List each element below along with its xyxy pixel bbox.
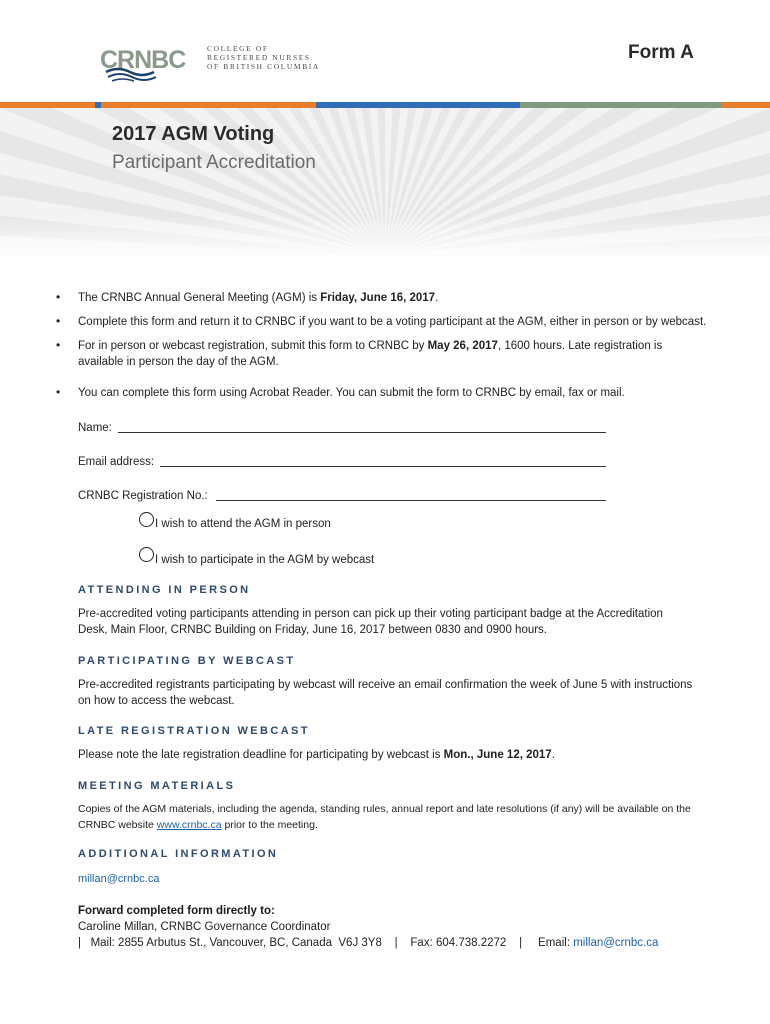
heading-late-registration: LATE REGISTRATION WEBCAST: [78, 725, 310, 737]
page-subtitle: Participant Accreditation: [112, 152, 316, 173]
org-name: [207, 44, 320, 71]
heading-attending-in-person: ATTENDING IN PERSON: [78, 584, 251, 596]
heading-meeting-materials: MEETING MATERIALS: [78, 780, 236, 792]
registration-label: CRNBC Registration No.:: [78, 490, 208, 502]
heading-additional-information: ADDITIONAL INFORMATION: [78, 848, 279, 860]
additional-email-link[interactable]: millan@crnbc.ca: [78, 873, 160, 885]
name-field[interactable]: [118, 432, 606, 433]
bullet-acrobat: You can complete this form using Acrobat Reader. You can submit the form to CRNBC by email, fax or mail.: [78, 387, 625, 399]
email-label: Email address:: [78, 456, 155, 468]
crnbc-logo: [100, 44, 188, 84]
org-name-line-1: COLLEGE OF: [207, 44, 269, 53]
bullet-complete-form: Complete this form and return it to CRNBC if you want to be a voting participant at the AGM, either in person or by webcast.: [78, 316, 707, 328]
radio-webcast[interactable]: [139, 547, 154, 562]
bullet-agm-date: The CRNBC Annual General Meeting (AGM) is Friday, June 16, 2017.: [78, 292, 439, 304]
logo-wordmark: CRNBC: [100, 46, 186, 74]
bullet-marker: •: [56, 385, 61, 399]
bullet-registration-deadline: For in person or webcast registration, submit this form to CRNBC by May 26, 2017, 1600 hours. Late registration is available in person the day of the AGM.: [78, 340, 663, 368]
webcast-text: Pre-accredited registrants participating by webcast will receive an email confirmation the week of June 5 with instructions on how to access the webcast.: [78, 679, 693, 707]
website-link[interactable]: www.crnbc.ca: [156, 819, 222, 831]
contact-name: Caroline Millan, CRNBC Governance Coordinator: [78, 921, 331, 933]
option-webcast-label: I wish to participate in the AGM by webcast: [155, 554, 375, 566]
attending-text: Pre-accredited voting participants attending in person can pick up their voting participant badge at the Accreditation Desk, Main Floor, CRNBC Building on Friday, June 16, 2017 between 0830 and 0900 hours.: [78, 608, 663, 636]
contact-email-link[interactable]: millan@crnbc.ca: [573, 937, 659, 949]
org-name-line-2: REGISTERED NURSES: [207, 53, 311, 62]
materials-text: Copies of the AGM materials, including the agenda, standing rules, annual report and late resolutions (if any) will be available on the CRNBC website www.crnbc.ca prior to the meeting.: [78, 803, 691, 831]
radio-in-person[interactable]: [139, 512, 154, 527]
email-field[interactable]: [160, 466, 606, 467]
page-title: 2017 AGM Voting: [112, 123, 275, 145]
org-name-line-3: OF BRITISH COLUMBIA: [207, 62, 320, 71]
registration-field[interactable]: [216, 500, 606, 501]
heading-participating-by-webcast: PARTICIPATING BY WEBCAST: [78, 655, 296, 667]
bullet-marker: •: [56, 314, 61, 328]
forward-label: Forward completed form directly to:: [78, 905, 275, 917]
name-label: Name:: [78, 422, 112, 434]
bullet-marker: •: [56, 338, 61, 352]
option-in-person-label: I wish to attend the AGM in person: [155, 518, 331, 530]
bullet-marker: •: [56, 290, 61, 304]
contact-details: | Mail: 2855 Arbutus St., Vancouver, BC, Canada V6J 3Y8 | Fax: 604.738.2272 | Email: millan@crnbc.ca: [78, 937, 659, 949]
late-registration-text: Please note the late registration deadline for participating by webcast is Mon., June 12, 2017.: [78, 749, 555, 761]
form-label: Form A: [628, 42, 694, 63]
